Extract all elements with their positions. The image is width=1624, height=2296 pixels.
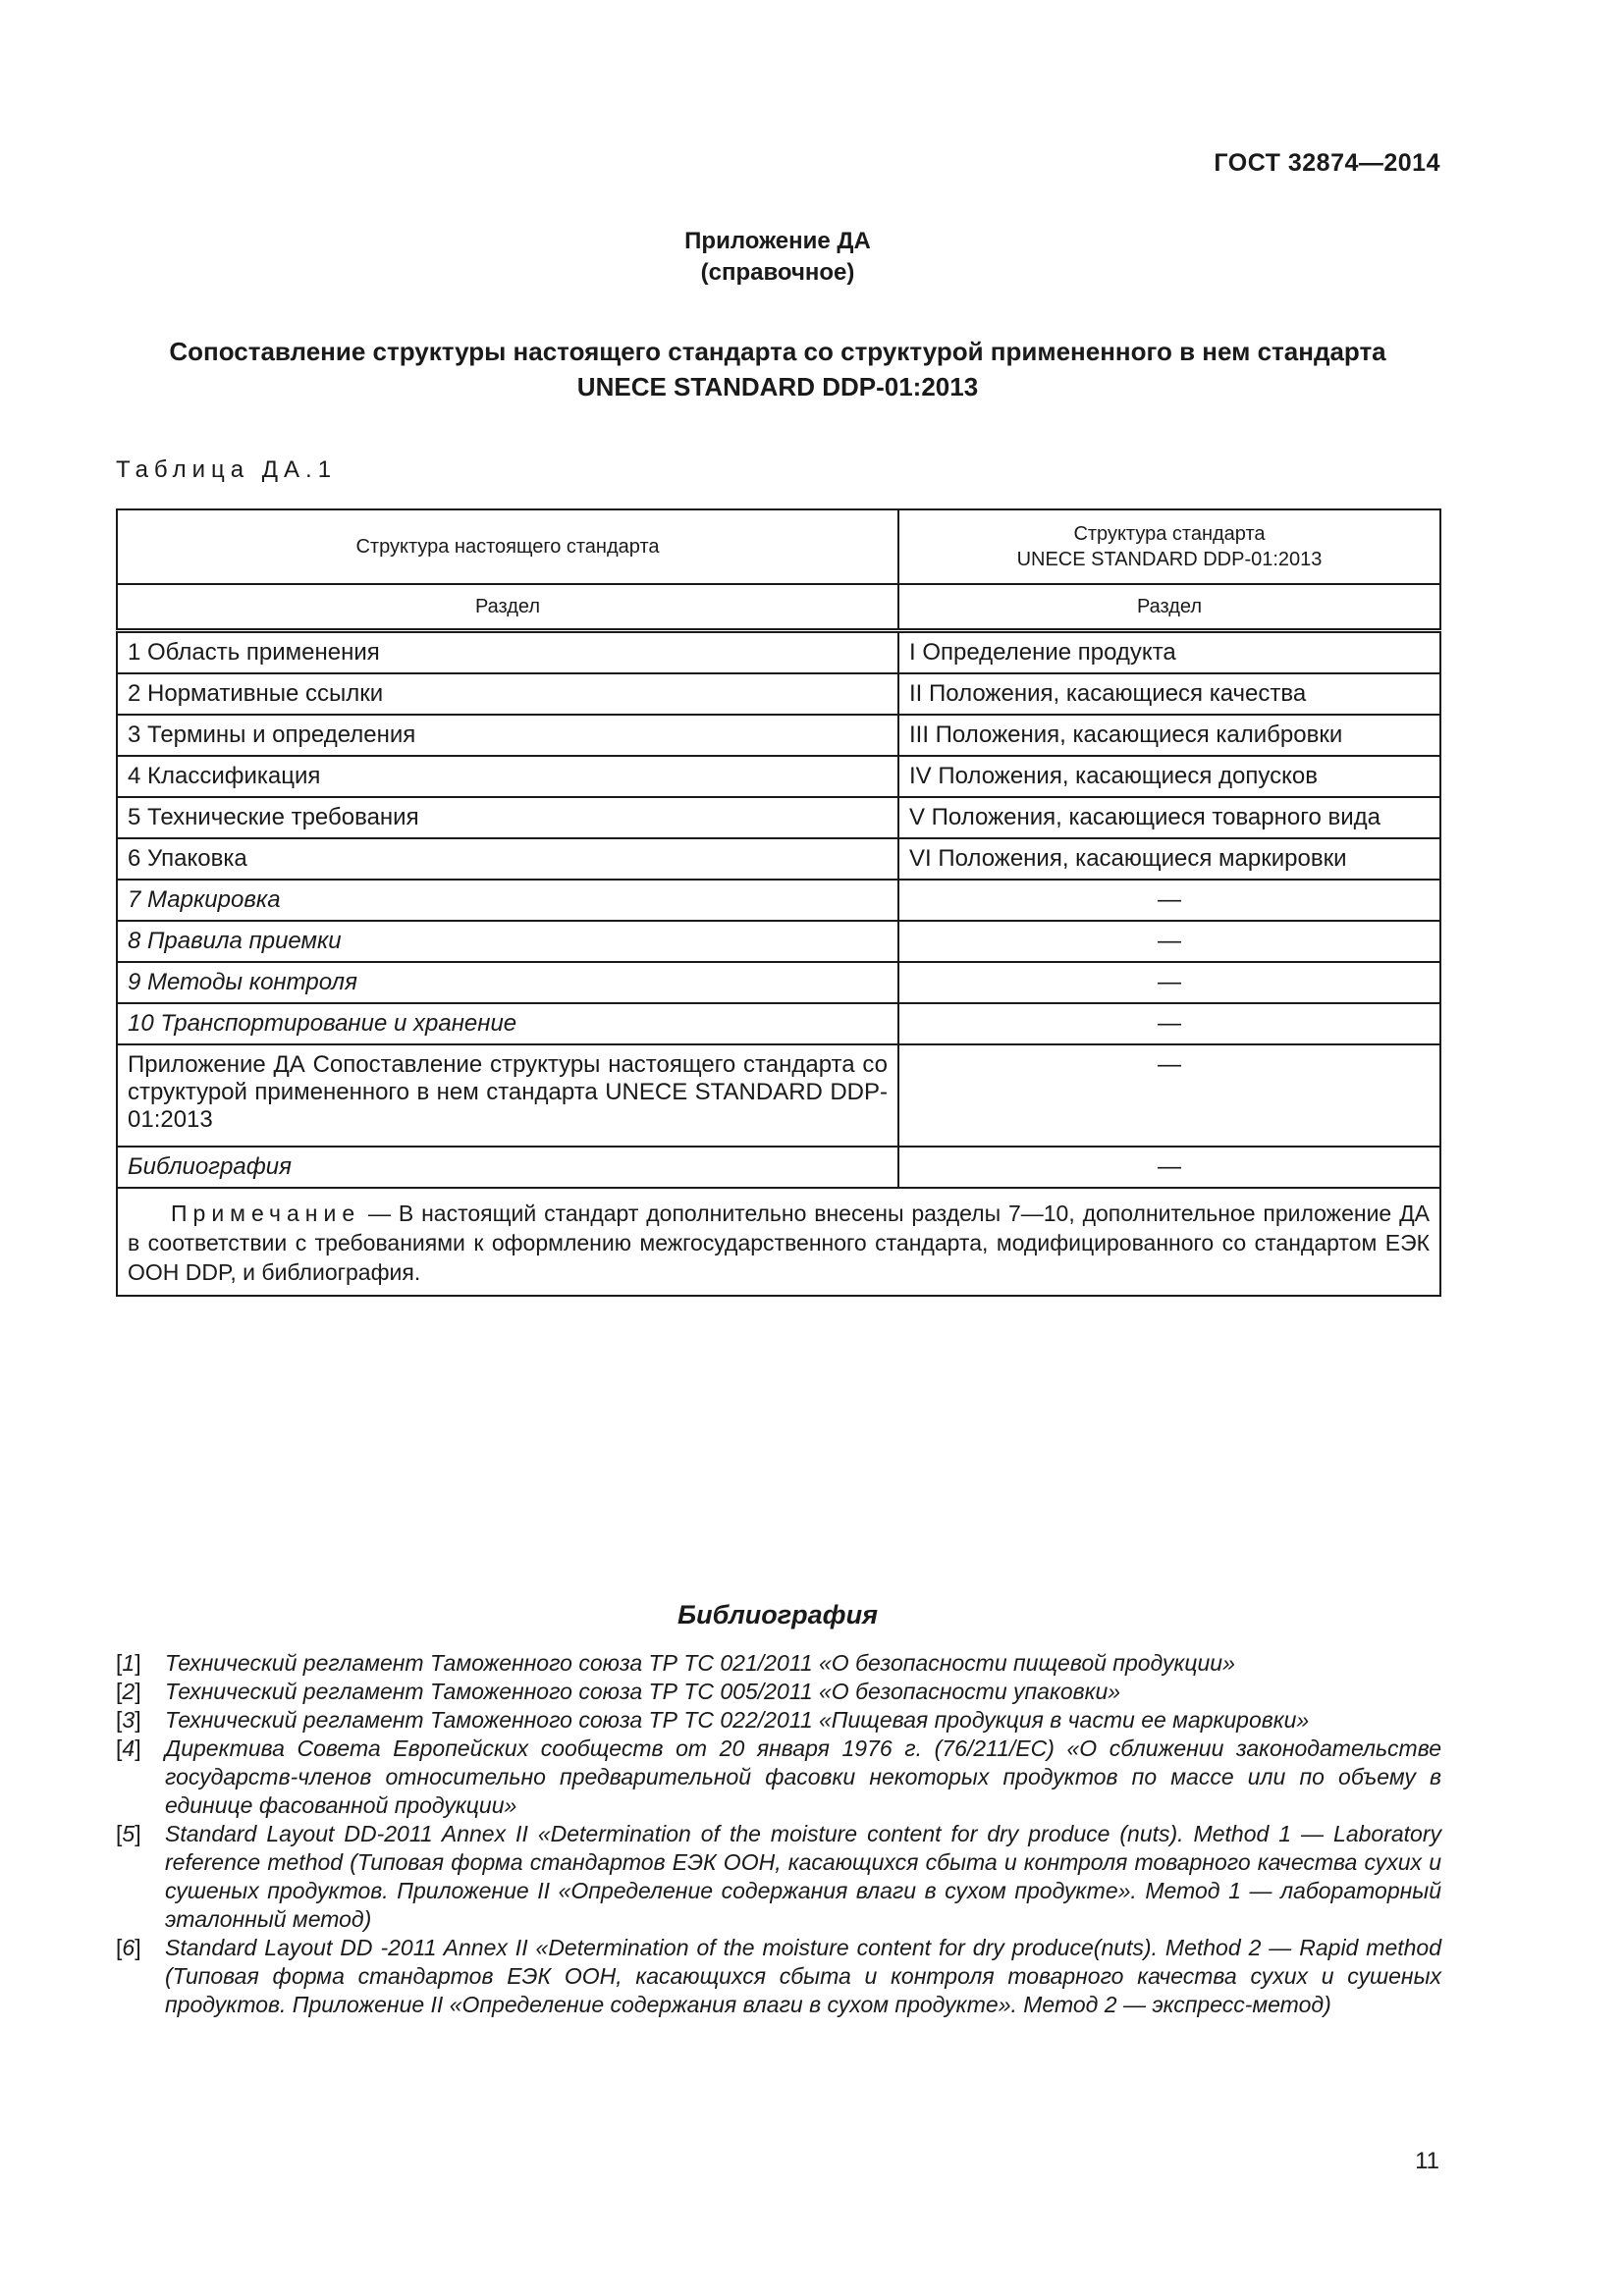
header-left: Структура настоящего стандарта	[117, 509, 898, 584]
list-item	[116, 1934, 1441, 2019]
bib-number: [6]	[116, 1935, 141, 1960]
row-right: —	[898, 880, 1440, 921]
row-right: —	[898, 1003, 1440, 1044]
table-row	[117, 838, 1440, 880]
row-left: 2 Нормативные ссылки	[117, 673, 898, 715]
note-lead: Примечание	[171, 1201, 361, 1226]
bib-text: Standard Layout DD-2011 Annex II «Determination of the moisture content for dry produce (nuts). Method 1 — Laboratory reference method (Типовая форма стандартов ЕЭК ООН, касающихся сбыта и контроля товарного качества сухих и сушеных продуктов. Приложение II «Определение содержания влаги в сухом продукте». Метод 1 — лабораторный эталонный метод)	[165, 1821, 1441, 1932]
table-subheader-row	[117, 584, 1440, 631]
bib-number: [4]	[116, 1735, 141, 1761]
table-note	[117, 1188, 1440, 1296]
bib-number: [5]	[116, 1821, 141, 1846]
table-caption: Таблица ДА.1	[116, 456, 338, 483]
row-left: 10 Транспортирование и хранение	[117, 1003, 898, 1044]
table-row	[117, 962, 1440, 1003]
table-row	[117, 1003, 1440, 1044]
annex-heading	[0, 226, 1555, 289]
row-left: 9 Методы контроля	[117, 962, 898, 1003]
subheader-right: Раздел	[898, 584, 1440, 631]
row-right: IV Положения, касающиеся допусков	[898, 756, 1440, 797]
row-left: 8 Правила приемки	[117, 921, 898, 962]
standard-code: ГОСТ 32874—2014	[1214, 149, 1440, 177]
row-right: —	[898, 1044, 1440, 1147]
bib-number: [1]	[116, 1650, 141, 1676]
list-item	[116, 1649, 1441, 1678]
bib-text: Технический регламент Таможенного союза ТР ТС 021/2011 «О безопасности пищевой продукции»	[165, 1650, 1235, 1676]
row-right: —	[898, 1147, 1440, 1188]
bib-text: Standard Layout DD -2011 Annex II «Determination of the moisture content for dry produce(nuts). Method 2 — Rapid method (Типовая форма стандартов ЕЭК ООН, касающихся сбыта и контроля товарного качества сухих и сушеных продуктов. Приложение II «Определение содержания влаги в сухом продукте». Метод 2 — экспресс-метод)	[165, 1935, 1441, 2017]
page-title-line2: UNECE STANDARD DDP-01:2013	[576, 372, 979, 401]
row-left: 3 Термины и определения	[117, 715, 898, 756]
row-right: —	[898, 921, 1440, 962]
row-right: V Положения, касающиеся товарного вида	[898, 797, 1440, 838]
row-right: I Определение продукта	[898, 631, 1440, 674]
comparison-table	[116, 508, 1441, 1297]
row-left: 5 Технические требования	[117, 797, 898, 838]
row-right: —	[898, 962, 1440, 1003]
bib-text: Директива Совета Европейских сообществ от 20 января 1976 г. (76/211/ЕС) «О сближении законодательстве государств-членов относительно предварительной фасовки некоторых продуктов по массе или по объему в единице фасованной продукции»	[165, 1735, 1441, 1818]
table-row	[117, 880, 1440, 921]
list-item	[116, 1678, 1441, 1706]
bib-number: [3]	[116, 1707, 141, 1733]
bib-text: Технический регламент Таможенного союза ТР ТС 005/2011 «О безопасности упаковки»	[165, 1679, 1121, 1704]
table-row	[117, 921, 1440, 962]
list-item	[116, 1735, 1441, 1820]
header-right-line2: UNECE STANDARD DDP-01:2013	[1016, 549, 1323, 570]
row-left: 6 Упаковка	[117, 838, 898, 880]
row-left: 7 Маркировка	[117, 880, 898, 921]
bib-text: Технический регламент Таможенного союза ТР ТС 022/2011 «Пищевая продукция в части ее маркировки»	[165, 1707, 1310, 1733]
table-header-row	[117, 509, 1440, 584]
table-row	[117, 631, 1440, 674]
list-item	[116, 1820, 1441, 1934]
table-row	[117, 756, 1440, 797]
page-number: 11	[1415, 2148, 1439, 2174]
header-right-line1: Структура стандарта	[1073, 523, 1266, 545]
subheader-left: Раздел	[117, 584, 898, 631]
row-left: 1 Область применения	[117, 631, 898, 674]
header-right	[898, 509, 1440, 584]
table-row	[117, 1044, 1440, 1147]
annex-title: Приложение ДА	[684, 228, 871, 254]
bib-number: [2]	[116, 1679, 141, 1704]
page-title-line1: Сопоставление структуры настоящего стандарта со структурой примененного в нем стандарта	[169, 337, 1386, 366]
table-row	[117, 673, 1440, 715]
row-left: Библиография	[117, 1147, 898, 1188]
row-right: VI Положения, касающиеся маркировки	[898, 838, 1440, 880]
table-row	[117, 1147, 1440, 1188]
table-row	[117, 797, 1440, 838]
list-item	[116, 1706, 1441, 1735]
page-title	[116, 334, 1439, 404]
annex-subtitle: (справочное)	[700, 259, 855, 286]
row-right: III Положения, касающиеся калибровки	[898, 715, 1440, 756]
row-left: 4 Классификация	[117, 756, 898, 797]
note-text: — В настоящий стандарт дополнительно внесены разделы 7—10, дополнительное приложение ДА в соответствии с требованиями к оформлению межгосударственного стандарта, модифицированного со стандартом ЕЭК ООН DDP, и библиография.	[128, 1201, 1430, 1285]
bibliography-list	[116, 1649, 1441, 2019]
table-row	[117, 715, 1440, 756]
bibliography-title: Библиография	[677, 1600, 878, 1629]
table-note-row	[117, 1188, 1440, 1296]
row-left: Приложение ДА Сопоставление структуры настоящего стандарта со структурой примененного в нем стандарта UNECE STANDARD DDP-01:2013	[117, 1044, 898, 1147]
row-right: II Положения, касающиеся качества	[898, 673, 1440, 715]
